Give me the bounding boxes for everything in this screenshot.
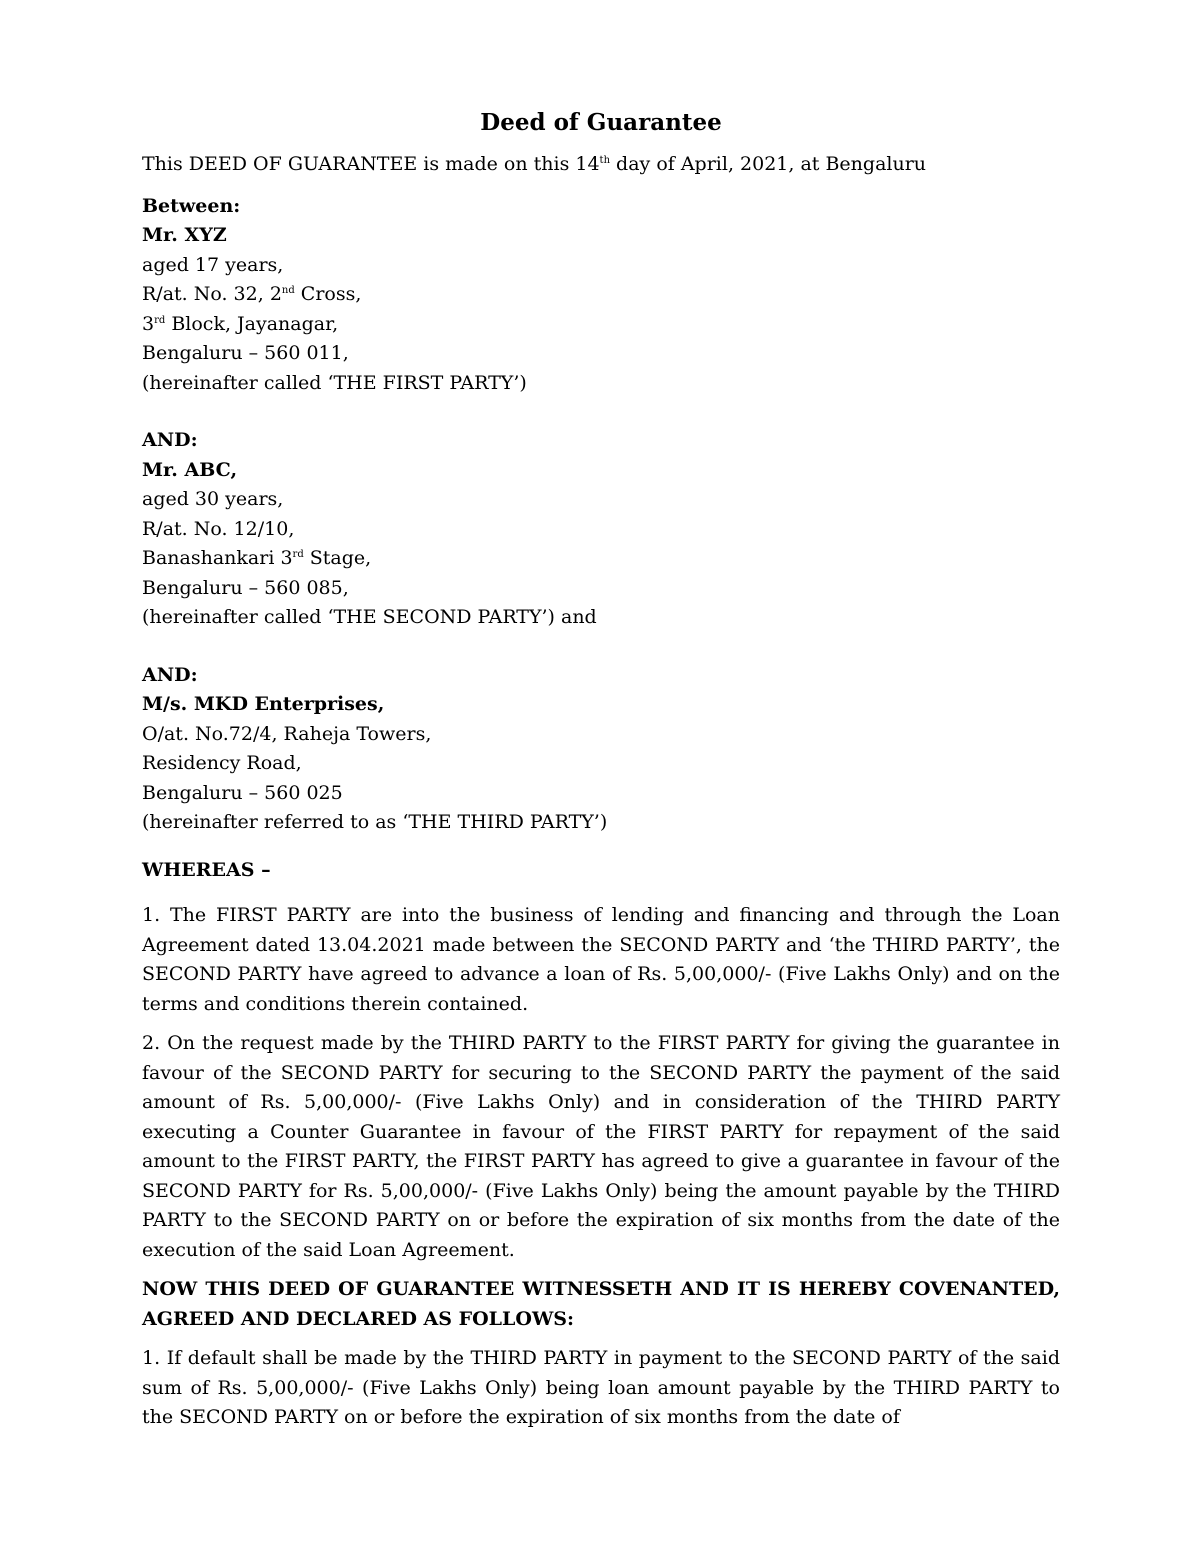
address-sup: rd (292, 549, 304, 560)
first-party-block (142, 192, 1060, 399)
first-party-designation: (hereinafter called ‘THE FIRST PARTY’) (142, 371, 527, 394)
third-party-designation: (hereinafter referred to as ‘THE THIRD PARTY’) (142, 811, 608, 833)
second-party-name: Mr. ABC, (142, 458, 238, 481)
intro-text: This DEED OF GUARANTEE is made on this 14 (142, 153, 600, 175)
first-party-name: Mr. XYZ (142, 224, 227, 246)
address-text: R/at. No. 32, 2 (142, 283, 282, 305)
address-text: Block, Jayanagar, (165, 312, 339, 335)
now-heading: NOW THIS DEED OF GUARANTEE WITNESSETH AND IT IS HEREBY COVENANTED, AGREED AND DECLARED AS FOLLOWS: (142, 1278, 1060, 1330)
first-party-address-line-1 (142, 280, 1060, 310)
address-text: Cross, (294, 283, 362, 305)
and-label: AND: (142, 663, 198, 686)
third-party-block (142, 661, 1060, 838)
second-party-designation: (hereinafter called ‘THE SECOND PARTY’) and (142, 606, 597, 628)
first-party-age: aged 17 years, (142, 253, 284, 276)
second-party-address-line-2 (142, 544, 1060, 574)
second-party-address-line-1: R/at. No. 12/10, (142, 517, 295, 540)
second-party-city: Bengaluru – 560 085, (142, 576, 349, 599)
third-party-address-line-2: Residency Road, (142, 752, 302, 774)
covenant-1: 1. If default shall be made by the THIRD PARTY in payment to the SECOND PARTY of the said sum of Rs. 5,00,000/- (Five Lakhs Only) being loan amount payable by the THIRD PARTY to the SECOND PARTY on or before the expiration of six months from the date of (142, 1347, 1060, 1428)
second-party-age: aged 30 years, (142, 488, 284, 510)
second-party-block (142, 426, 1060, 633)
third-party-name: M/s. MKD Enterprises, (142, 693, 385, 715)
intro-line (142, 150, 1060, 180)
first-party-city: Bengaluru – 560 011, (142, 342, 349, 364)
whereas-heading: WHEREAS – (142, 858, 271, 881)
address-text: Banashankari 3 (142, 547, 293, 569)
third-party-city: Bengaluru – 560 025 (142, 781, 343, 804)
address-text: Stage, (303, 547, 372, 569)
address-text: 3 (142, 312, 155, 335)
first-party-address-line-2 (142, 310, 1060, 340)
intro-sup: th (599, 155, 611, 166)
address-sup: nd (281, 285, 295, 296)
third-party-address-line-1: O/at. No.72/4, Raheja Towers, (142, 722, 432, 745)
address-sup: rd (154, 314, 166, 326)
whereas-clause-1: 1. The FIRST PARTY are into the business of lending and financing and through the Loan Agreement dated 13.04.2021 made between the SECOND PARTY and ‘the THIRD PARTY’, the SECOND PARTY have agreed to advance a loan of Rs. 5,00,000/- (Five Lakhs Only) and on the terms and conditions therein contained. (142, 904, 1060, 1015)
document-body (142, 108, 1060, 1433)
whereas-clause-2: 2. On the request made by the THIRD PARTY to the FIRST PARTY for giving the guarantee in favour of the SECOND PARTY for securing to the SECOND PARTY the payment of the said amount of Rs. 5,00,000/- (Five Lakhs Only) and in consideration of the THIRD PARTY executing a Counter Guarantee in favour of the FIRST PARTY for repayment of the said amount to the FIRST PARTY, the FIRST PARTY has agreed to give a guarantee in favour of the SECOND PARTY for Rs. 5,00,000/- (Five Lakhs Only) being the amount payable by the THIRD PARTY to the SECOND PARTY on or before the expiration of six months from the date of the execution of the said Loan Agreement. (142, 1032, 1060, 1261)
and-label: AND: (142, 429, 198, 451)
between-label: Between: (142, 194, 241, 217)
document-title: Deed of Guarantee (480, 109, 722, 136)
intro-text-end: day of April, 2021, at Bengaluru (610, 153, 927, 175)
